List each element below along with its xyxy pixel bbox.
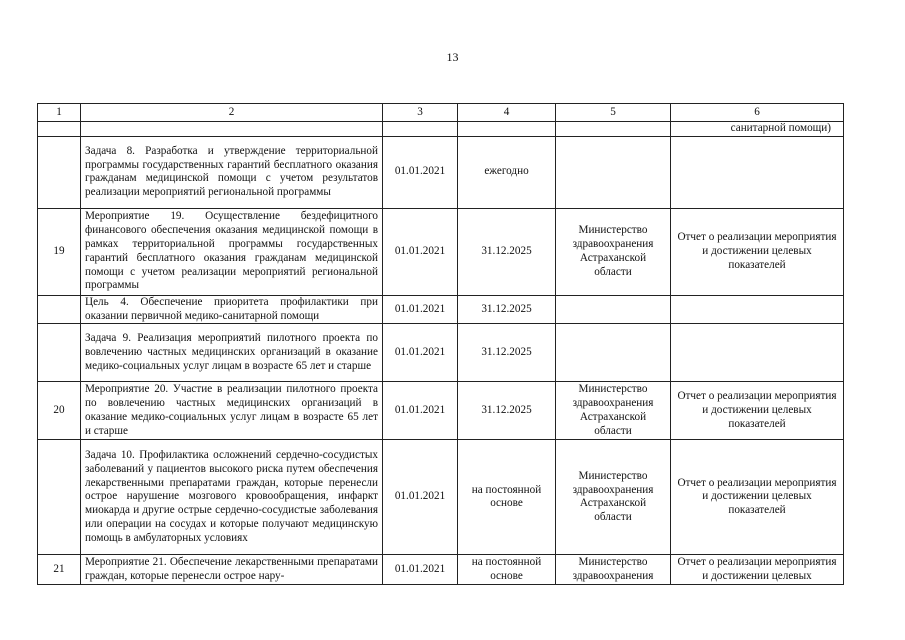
row-end-date: 31.12.2025: [458, 324, 556, 382]
row-start-date: 01.01.2021: [383, 136, 458, 208]
table-row: [38, 136, 844, 208]
row-result: Отчет о реализации мероприятия и достижении целевых показателей: [671, 440, 844, 555]
row-executor: Министерство здравоохранения: [556, 555, 671, 585]
header-cell-5: 5: [556, 104, 671, 122]
row-start-date: 01.01.2021: [383, 324, 458, 382]
table-row: [38, 208, 844, 295]
header-cell-4: 4: [458, 104, 556, 122]
row-executor: [556, 324, 671, 382]
row-result: Отчет о реализации мероприятия и достижении целевых показателей: [671, 208, 844, 295]
row-executor: [556, 295, 671, 324]
row-executor: Министерство здравоохранения Астраханской области: [556, 440, 671, 555]
row-number: 20: [38, 382, 81, 440]
table-row: [38, 555, 844, 585]
row-end-date: 31.12.2025: [458, 295, 556, 324]
row-end-date: 31.12.2025: [458, 382, 556, 440]
page-number: 13: [446, 50, 459, 64]
table-header-row: [38, 104, 844, 122]
row-executor: [556, 136, 671, 208]
row-text: Мероприятие 19. Осуществление бездефицитного финансового обеспечения оказания медицинской помощи в рамках территориальной программы государственных гарантий бесплатного оказания гражданам медицинской помощи с учетом реализации мероприятий региональной программы: [81, 208, 383, 295]
row-result: [671, 324, 844, 382]
row-text: Мероприятие 20. Участие в реализации пилотного проекта по вовлечению частных медицинских организаций в оказание медико-социальных услуг лицам в возрасте 65 лет и старше: [81, 382, 383, 440]
row-result: Отчет о реализации мероприятия и достижении целевых показателей: [671, 382, 844, 440]
header-cell-6: 6: [671, 104, 844, 122]
row-end-date: на постоянной основе: [458, 440, 556, 555]
header-cell-1: 1: [38, 104, 81, 122]
header-cell-3: 3: [383, 104, 458, 122]
row-result: [671, 136, 844, 208]
row-text: Цель 4. Обеспечение приоритета профилактики при оказании первичной медико-санитарной помощи: [81, 295, 383, 324]
row-text: Задача 9. Реализация мероприятий пилотного проекта по вовлечению частных медицинских организаций в оказание медико-социальных услуг лицам в возрасте 65 лет и старше: [81, 324, 383, 382]
header-cell-2: 2: [81, 104, 383, 122]
row-start-date: 01.01.2021: [383, 208, 458, 295]
row-executor: Министерство здравоохранения Астраханской области: [556, 208, 671, 295]
row-text: Задача 8. Разработка и утверждение территориальной программы государственных гарантий бесплатного оказания гражданам медицинской помощи с учетом результатов реализации мероприятий региональной программы: [81, 136, 383, 208]
row-number: 21: [38, 555, 81, 585]
row-number: [38, 295, 81, 324]
row-start-date: 01.01.2021: [383, 555, 458, 585]
row-executor: Министерство здравоохранения Астраханской области: [556, 382, 671, 440]
table-row: [38, 295, 844, 324]
row-end-date: 31.12.2025: [458, 208, 556, 295]
row-start-date: 01.01.2021: [383, 382, 458, 440]
continuation-row: [38, 122, 844, 137]
table-row: [38, 440, 844, 555]
row-text: Мероприятие 21. Обеспечение лекарственными препаратами граждан, которые перенесли острое нару-: [81, 555, 383, 585]
row-end-date: на постоянной основе: [458, 555, 556, 585]
continuation-cell: санитарной помощи): [671, 122, 844, 137]
row-result: [671, 295, 844, 324]
row-result: Отчет о реализации мероприятия и достижении целевых: [671, 555, 844, 585]
row-number: [38, 440, 81, 555]
row-text: Задача 10. Профилактика осложнений сердечно-сосудистых заболеваний у пациентов высокого риска путем обеспечения лекарственными препаратами граждан, которые перенесли острое нарушение мозгового кровообращения, инфаркт миокарда и другие острые сердечно-сосудистые заболевания или операции на сосудах и которые получают медицинскую помощь в амбулаторных условиях: [81, 440, 383, 555]
row-start-date: 01.01.2021: [383, 295, 458, 324]
row-number: 19: [38, 208, 81, 295]
plan-table: [37, 103, 844, 585]
row-number: [38, 136, 81, 208]
table-row: [38, 382, 844, 440]
row-start-date: 01.01.2021: [383, 440, 458, 555]
table-row: [38, 324, 844, 382]
row-number: [38, 324, 81, 382]
row-end-date: ежегодно: [458, 136, 556, 208]
